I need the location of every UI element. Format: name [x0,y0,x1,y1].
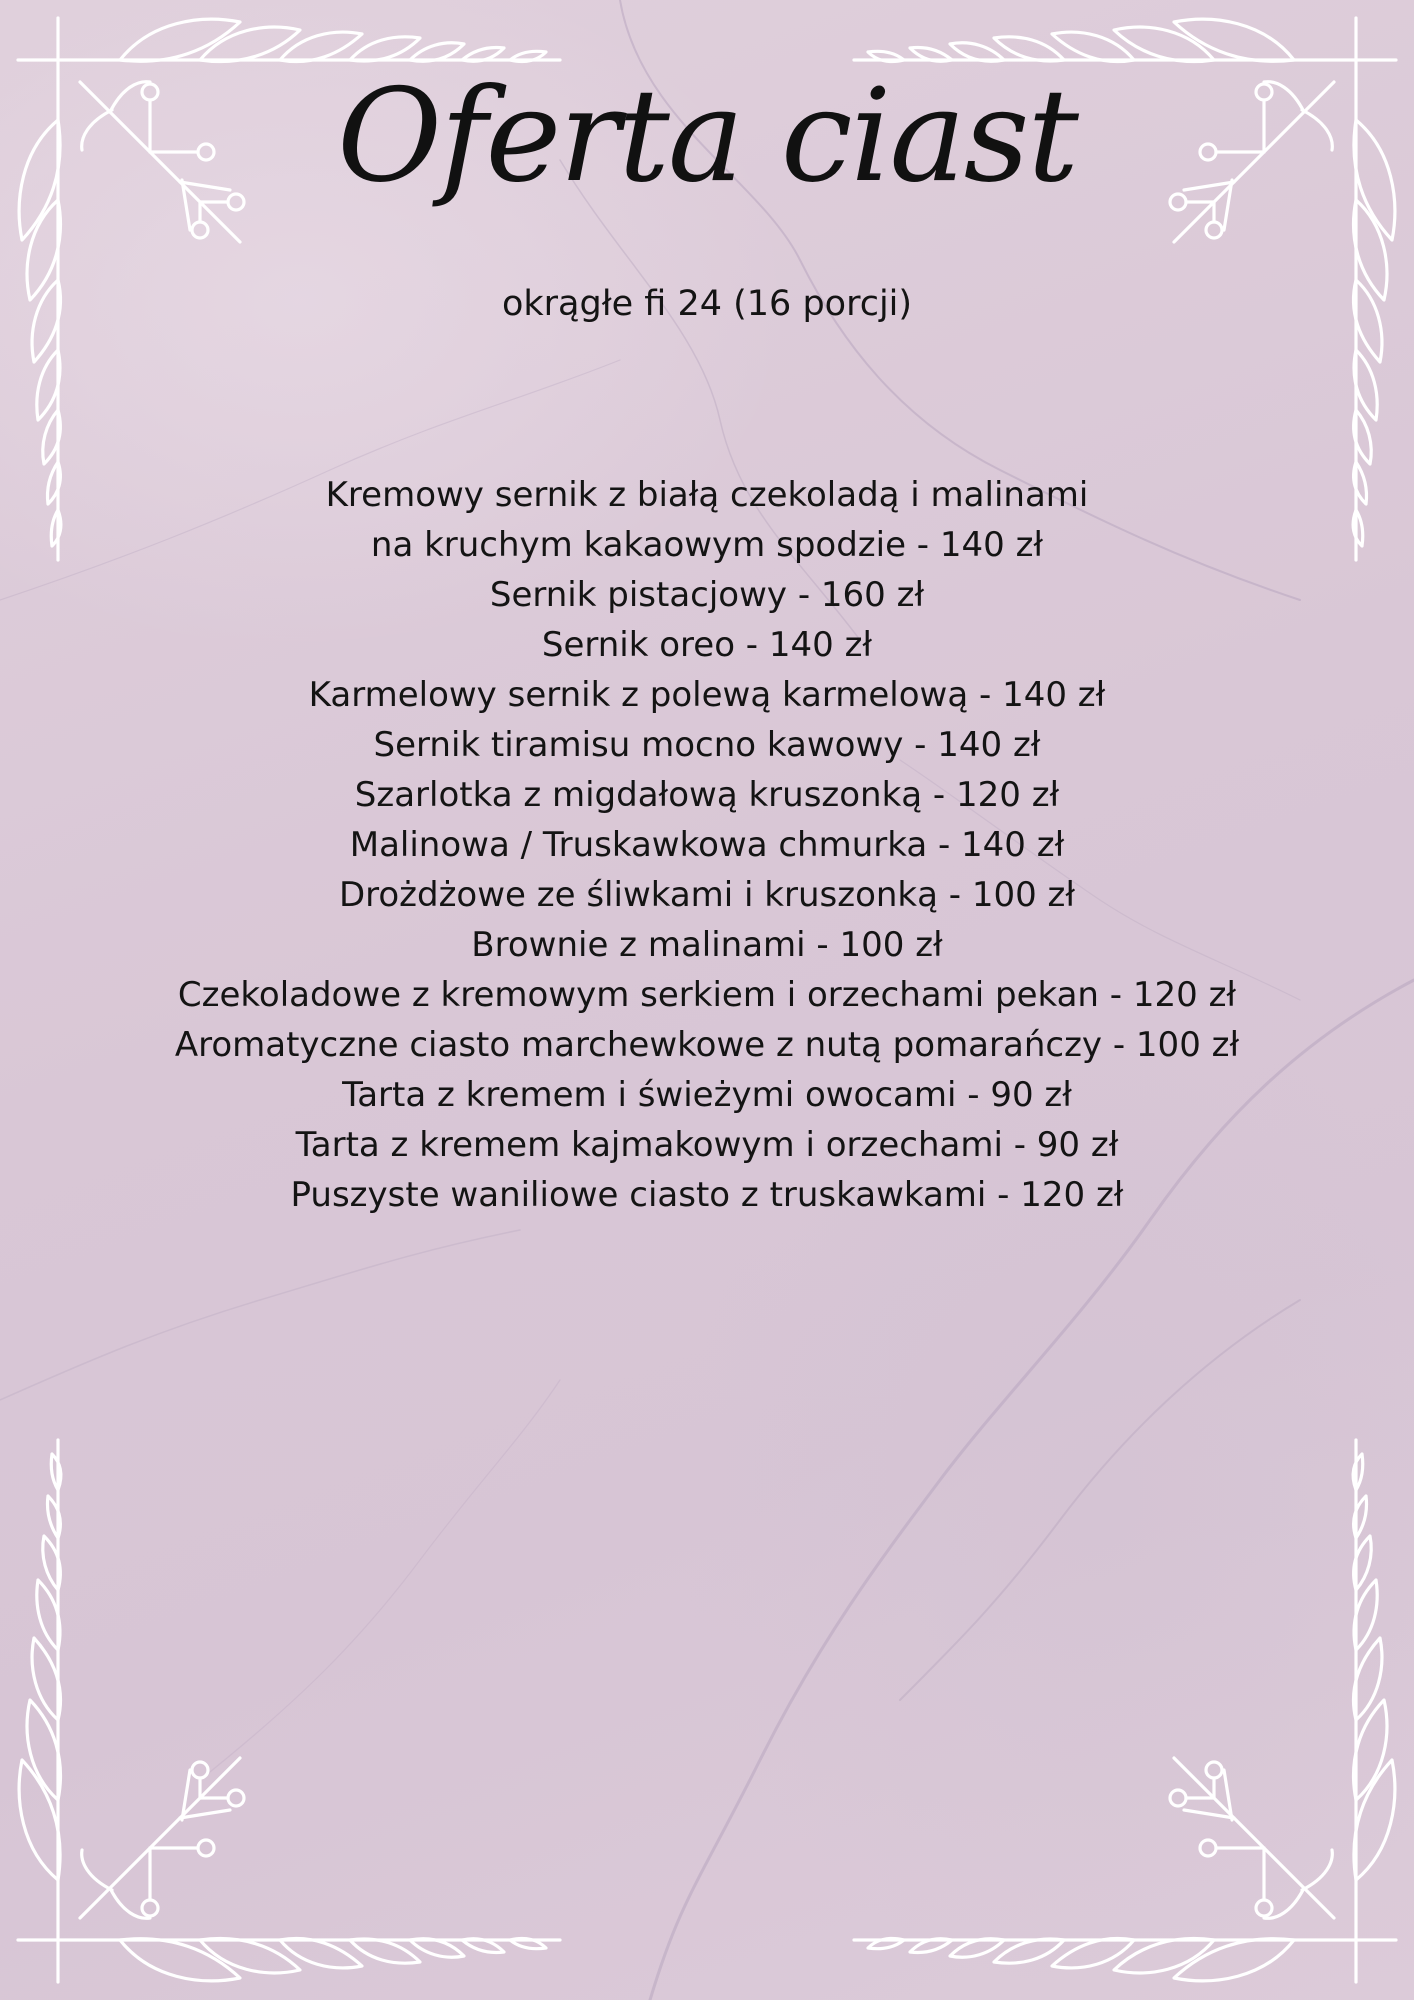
menu-item: Sernik pistacjowy - 160 zł [489,575,925,615]
menu-item: Brownie z malinami - 100 zł [471,925,943,965]
menu-item: Sernik tiramisu mocno kawowy - 140 zł [373,725,1041,765]
menu-item: Tarta z kremem i świeżymi owocami - 90 zł [342,1075,1072,1115]
menu-item: Czekoladowe z kremowym serkiem i orzechami pekan - 120 zł [177,975,1237,1015]
corner-ornament-bottom-right [854,1440,1396,1982]
menu-item: Kremowy sernik z białą czekoladą i malinami [325,475,1089,515]
menu-item: Puszyste waniliowe ciasto z truskawkami - 120 zł [290,1175,1124,1215]
corner-ornament-bottom-left [18,1440,560,1982]
menu-item: Drożdżowe ze śliwkami i kruszonką - 100 zł [338,875,1076,915]
menu-item: Karmelowy sernik z polewą karmelową - 140 zł [308,675,1106,715]
menu-item: Szarlotka z migdałową kruszonką - 120 zł [354,775,1060,815]
page-title: Oferta ciast [337,62,1077,211]
menu-item: Tarta z kremem kajmakowym i orzechami - 90 zł [295,1125,1119,1165]
menu-item: na kruchym kakaowym spodzie - 140 zł [370,525,1044,565]
menu-item: Sernik oreo - 140 zł [541,625,873,665]
page-subtitle: okrągłe fi 24 (16 porcji) [501,284,913,324]
menu-item: Malinowa / Truskawkowa chmurka - 140 zł [349,825,1065,865]
cake-menu-list [0,470,1414,1220]
menu-item: Aromatyczne ciasto marchewkowe z nutą pomarańczy - 100 zł [174,1025,1240,1065]
